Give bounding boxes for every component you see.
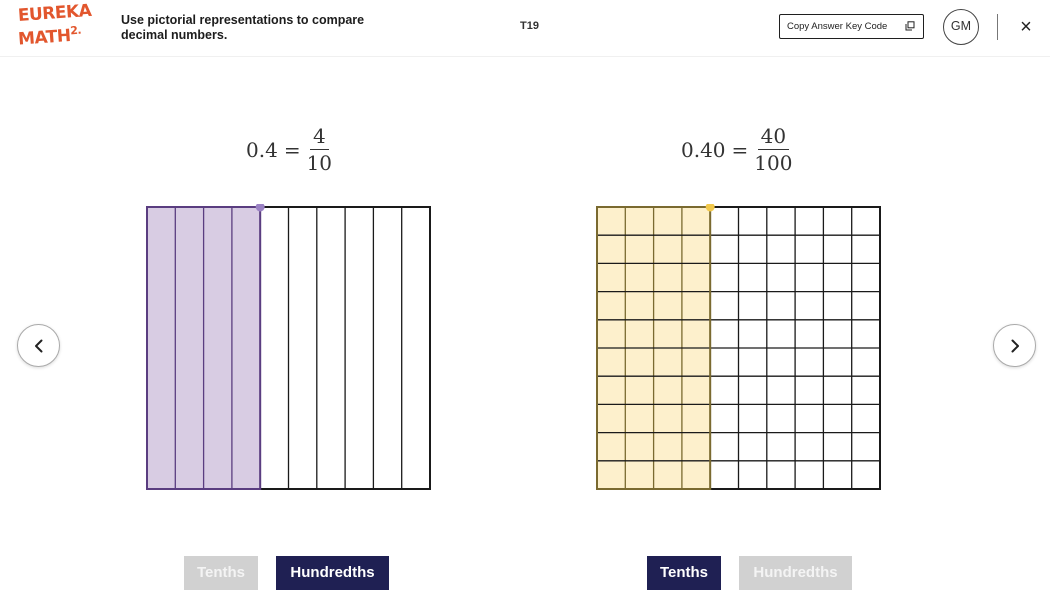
user-avatar[interactable]: GM — [943, 9, 979, 45]
previous-button[interactable] — [17, 324, 60, 367]
left-numerator: 4 — [310, 125, 329, 150]
tenths-model-grid[interactable] — [140, 204, 440, 496]
topic-code: T19 — [520, 20, 539, 32]
hundredths-model-grid[interactable] — [590, 204, 890, 496]
header-bar — [0, 0, 1050, 57]
right-equals-sign: = — [731, 137, 749, 162]
lesson-title: Use pictorial representations to compare decimal numbers. — [121, 13, 365, 42]
eureka-math-logo[interactable] — [17, 0, 92, 50]
left-tenths-button[interactable]: Tenths — [184, 556, 258, 590]
copy-answer-key-label: Copy Answer Key Code — [787, 21, 888, 32]
right-fraction — [754, 125, 792, 174]
logo-line2-text: MATH — [17, 26, 72, 50]
left-equation — [246, 125, 332, 174]
left-equals-sign: = — [283, 137, 301, 162]
close-icon[interactable]: × — [1020, 16, 1032, 38]
next-button[interactable] — [993, 324, 1036, 367]
copy-icon — [905, 21, 915, 31]
right-hundredths-button[interactable]: Hundredths — [739, 556, 852, 590]
right-decimal: 0.40 — [681, 137, 726, 162]
right-numerator: 40 — [758, 125, 789, 150]
logo-line1: EUREKA — [17, 0, 92, 26]
left-fraction — [307, 125, 332, 174]
right-tenths-button[interactable]: Tenths — [647, 556, 721, 590]
right-equation — [681, 125, 792, 174]
left-denominator: 10 — [306, 151, 333, 175]
left-decimal: 0.4 — [246, 137, 278, 162]
copy-answer-key-button[interactable] — [779, 14, 924, 39]
header-divider — [997, 14, 998, 40]
left-hundredths-button[interactable]: Hundredths — [276, 556, 389, 590]
chevron-left-icon — [31, 338, 47, 354]
right-denominator: 100 — [754, 151, 793, 175]
logo-line2 — [17, 22, 82, 49]
chevron-right-icon — [1007, 338, 1023, 354]
logo-superscript: 2. — [69, 23, 82, 38]
